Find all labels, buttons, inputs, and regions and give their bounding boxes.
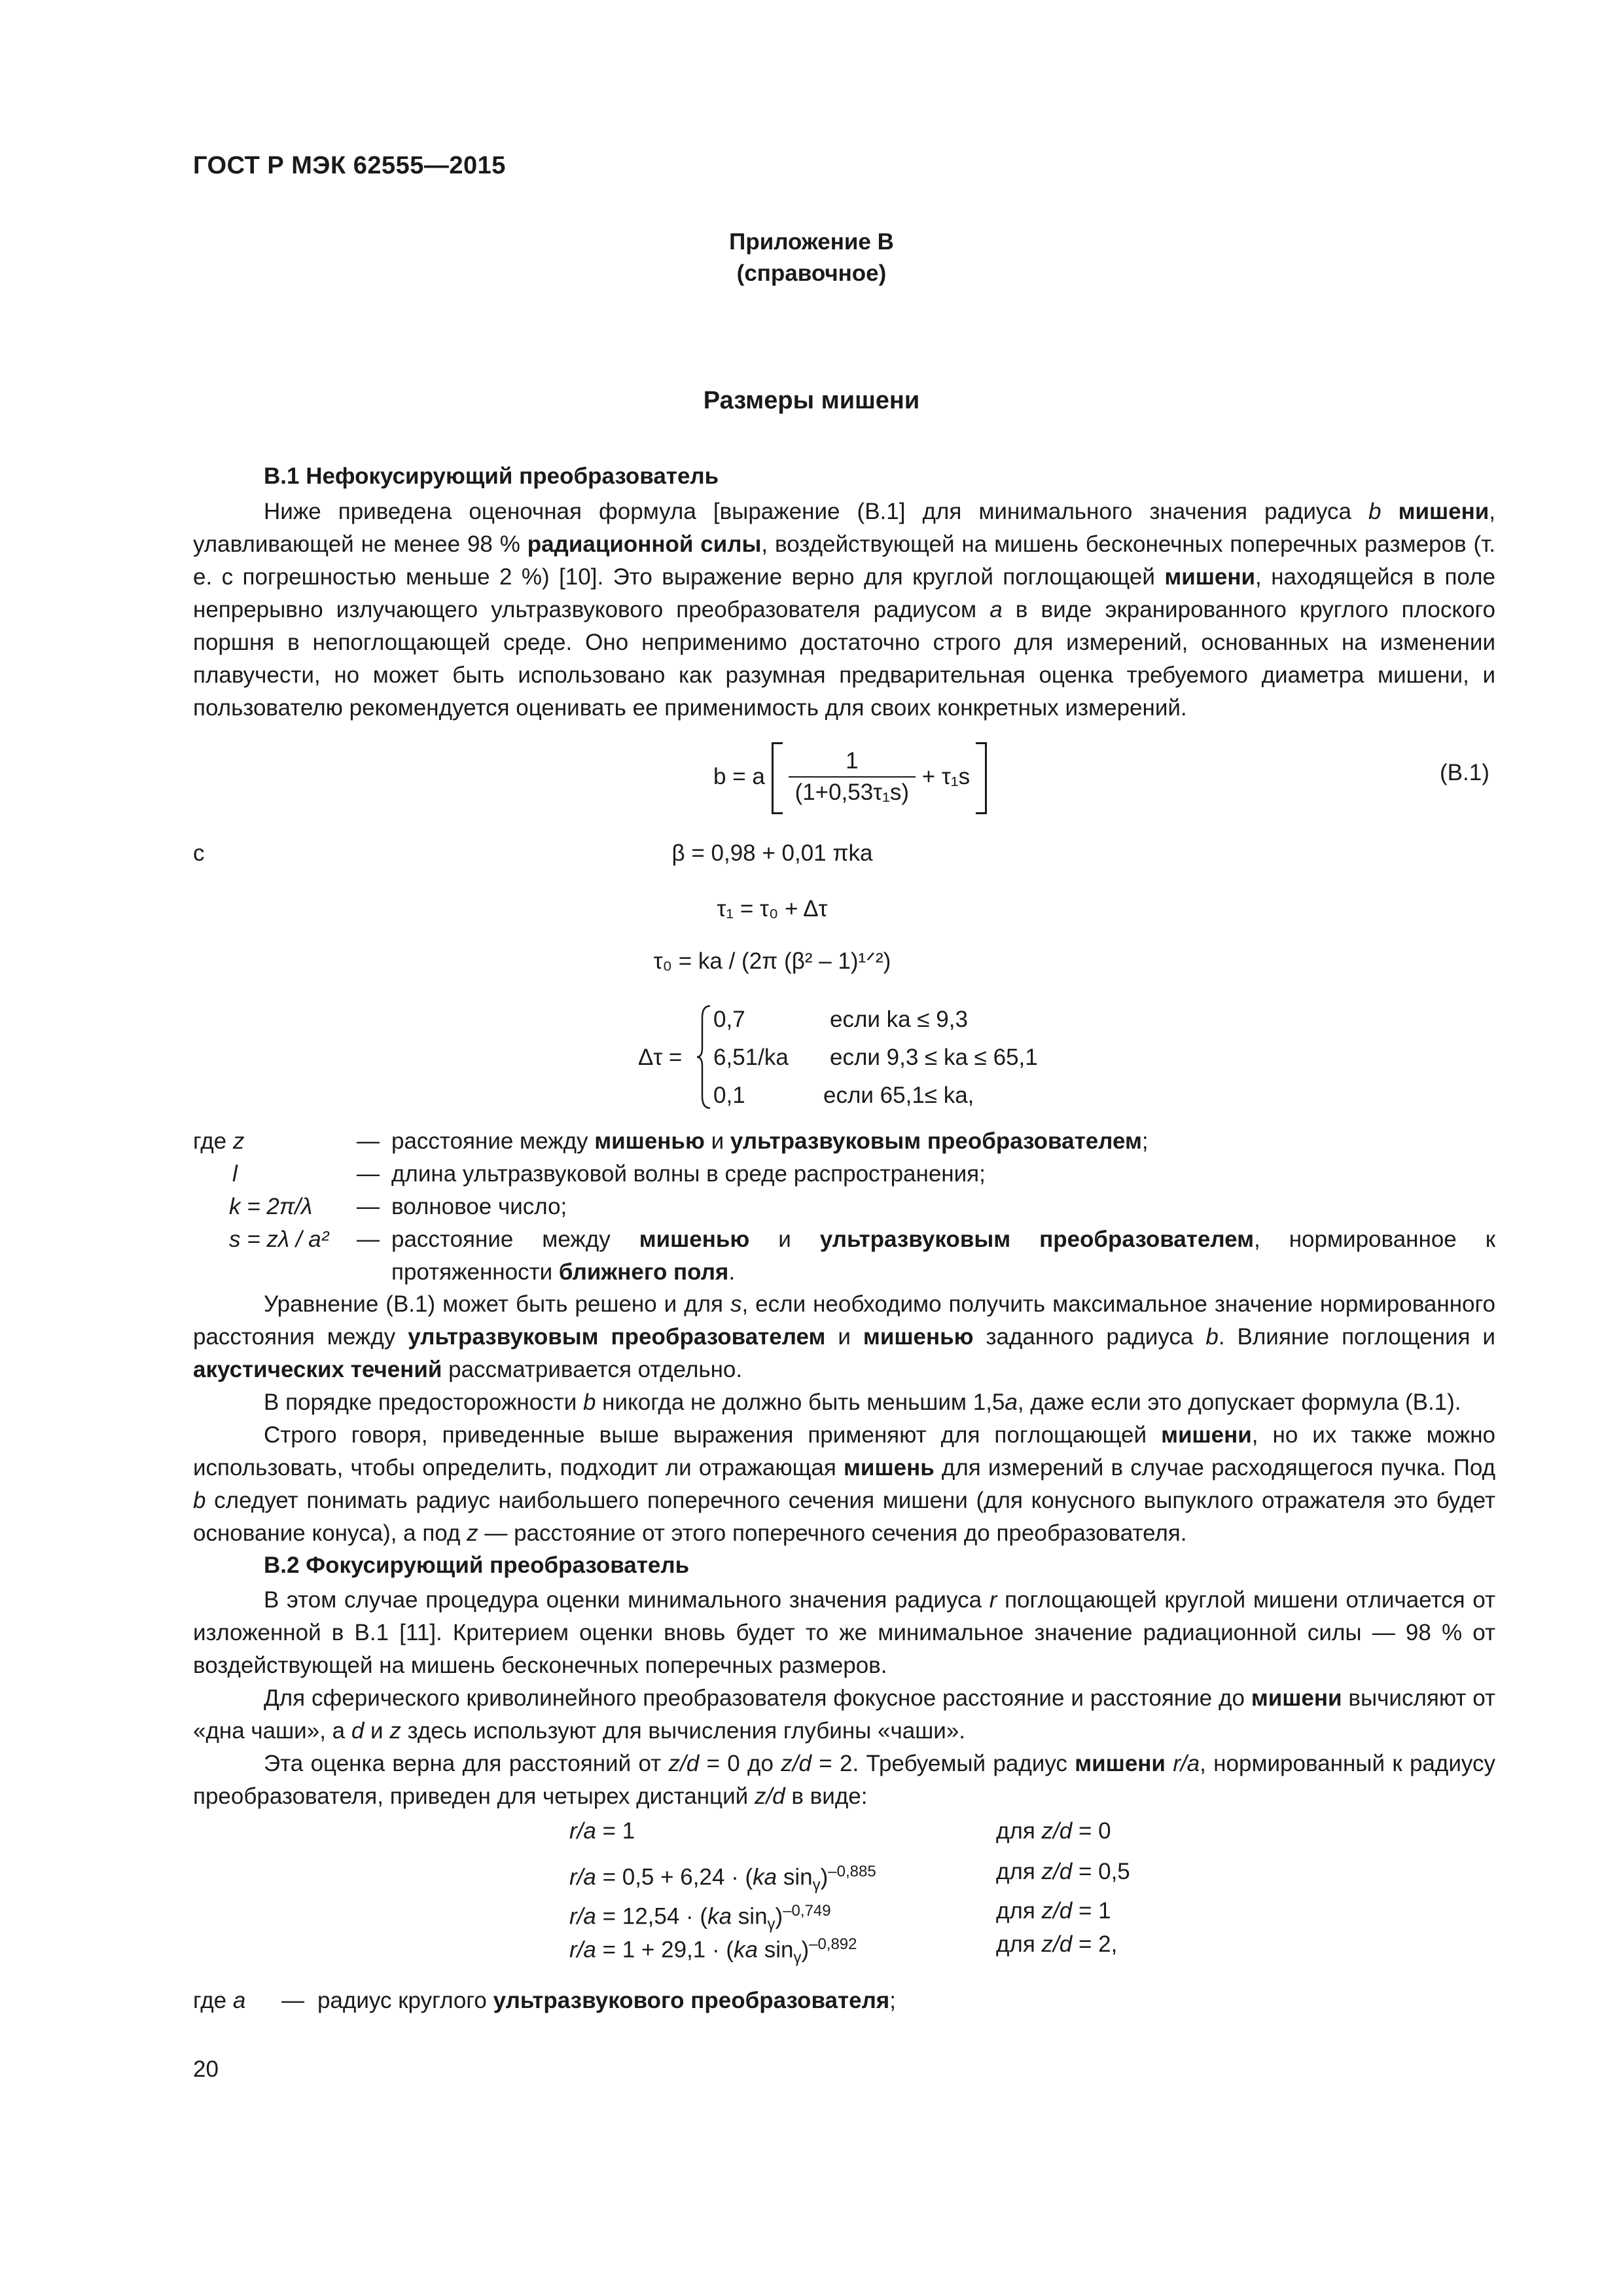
- definition-4-dash: —: [357, 1227, 380, 1252]
- with-word: с: [193, 840, 205, 866]
- dtau-case-3-cond: если 65,1≤ ka,: [823, 1083, 974, 1108]
- equation-tau1: τ₁ = τ₀ + Δτ: [717, 896, 828, 922]
- appendix-title: Приложение В: [729, 229, 894, 255]
- section1-paragraph-4: Строго говоря, приведенные выше выражения применяют для поглощающей мишени, но их также можно использовать, чтобы определить, подходит ли отражающая мишень для измерений в случае расходящегося пучка. Под b следует понимать радиус наибольшего поперечного сечения мишени (для конусного выпуклого отражателя это будет основание конуса), а под z — расстояние от этого поперечного сечения до преобразователя.: [193, 1422, 1495, 1546]
- definition-last-where: где a: [193, 1988, 246, 2013]
- formula-2: r/a = 0,5 + 6,24 · (ka $\sin_\gamma)^{-0,885}$: [569, 1863, 876, 1894]
- equation-tau0: τ₀ = ka / (2π (β² – 1)¹ᐟ²): [653, 948, 891, 974]
- dtau-case-2-cond: если 9,3 ≤ ka ≤ 65,1: [830, 1045, 1038, 1070]
- formula-1-condition: для z/d = 0: [996, 1818, 1111, 1844]
- equation-b1-label: (В.1): [1440, 760, 1489, 785]
- definition-1-text: расстояние между мишенью и ультразвуковым преобразователем;: [391, 1128, 1149, 1154]
- formula-4-condition: для z/d = 2,: [996, 1931, 1118, 1957]
- dtau-case-1-value: 0,7: [713, 1007, 745, 1032]
- curly-brace: [697, 1005, 711, 1109]
- formula-2-condition: для z/d = 0,5: [996, 1859, 1130, 1884]
- document-header: ГОСТ Р МЭК 62555—2015: [193, 152, 506, 179]
- definition-3-text: волновое число;: [391, 1194, 567, 1219]
- definition-where: где z: [193, 1128, 245, 1154]
- section2-heading: В.2 Фокусирующий преобразователь: [264, 1552, 690, 1578]
- section1-paragraph-1: Ниже приведена оценочная формула [выражение (В.1] для минимального значения радиуса b мишени, улавливающей не менее 98 % радиационной силы, воздействующей на мишень бесконечных поперечных размеров (т. е. с погрешностью меньше 2 %) [10]. Это выражение верно для круглой поглощающей мишени, находящейся в поле непрерывно излучающего ультразвукового преобразователя радиусом a в виде экранированного круглого плоского поршня в непоглощающей среде. Оно неприменимо достаточно строго для измерений, основанных на изменении плавучести, но может быть использовано как разумная предварительная оценка требуемого диаметра мишени, и пользователю рекомендуется оценивать ее применимость для своих конкретных измерений.: [193, 499, 1496, 721]
- equation-b1-numerator: 1: [789, 746, 916, 778]
- appendix-subtitle: (справочное): [736, 260, 887, 286]
- dtau-case-1-cond: если ka ≤ 9,3: [830, 1007, 968, 1032]
- definition-3-symbol: k = 2π/λ: [229, 1194, 313, 1219]
- definition-3-dash: —: [357, 1194, 380, 1219]
- equation-dtau-lhs: Δτ =: [638, 1045, 683, 1070]
- section2-paragraph-2: Для сферического криволинейного преобразователя фокусное расстояние и расстояние до мишени вычисляют от «дна чаши», а d и z здесь используют для вычисления глубины «чаши».: [193, 1685, 1495, 1744]
- formula-3-condition: для z/d = 1: [996, 1898, 1111, 1924]
- definition-4-text: расстояние между мишенью и ультразвуковым преобразователем, нормированное к протяженности ближнего поля.: [391, 1227, 1496, 1285]
- formula-4: r/a = 1 + 29,1 · (ka $\sin_\gamma)^{-0,892}$: [569, 1935, 857, 1967]
- main-title: Размеры мишени: [703, 387, 920, 414]
- section1-heading: В.1 Нефокусирующий преобразователь: [264, 463, 719, 489]
- section2-paragraph-3: Эта оценка верна для расстояний от z/d = 0 до z/d = 2. Требуемый радиус мишени r/a, нормированный к радиусу преобразователя, приведен для четырех дистанций z/d в виде:: [193, 1751, 1495, 1809]
- definition-2-dash: —: [357, 1161, 380, 1187]
- definition-1-dash: —: [357, 1128, 380, 1154]
- definition-2-symbol: l: [232, 1161, 238, 1187]
- definition-4-symbol: s = zλ / a²: [229, 1227, 329, 1252]
- equation-b1-fraction: [789, 746, 916, 808]
- section2-paragraph-1: В этом случае процедура оценки минимального значения радиуса r поглощающей круглой мишени отличается от изложенной в В.1 [11]. Критерием оценки вновь будет то же минимальное значение радиационной силы — 98 % от воздействующей на мишень бесконечных поперечных размеров.: [193, 1587, 1495, 1678]
- definition-last-dash: —: [281, 1988, 304, 2013]
- formula-3: r/a = 12,54 · (ka $\sin_\gamma)^{-0,749}$: [569, 1902, 831, 1933]
- formula-1: r/a = 1: [569, 1818, 635, 1844]
- equation-b1-bracket: [772, 746, 988, 808]
- page-number: 20: [193, 2056, 219, 2082]
- dtau-case-2-value: 6,51/ka: [713, 1045, 789, 1070]
- equation-b1: [713, 746, 987, 808]
- equation-b1-lhs: b = a: [713, 764, 765, 789]
- section1-paragraph-3: В порядке предосторожности b никогда не должно быть меньшим 1,5a, даже если это допускает формула (В.1).: [264, 1390, 1461, 1415]
- definition-last-text: радиус круглого ультразвукового преобразователя;: [317, 1988, 896, 2013]
- equation-b1-tail: + τ₁s: [921, 764, 971, 789]
- section1-paragraph-2: Уравнение (В.1) может быть решено и для s, если необходимо получить максимальное значение нормированного расстояния между ультразвуковым преобразователем и мишенью заданного радиуса b. Влияние поглощения и акустических течений рассматривается отдельно.: [193, 1291, 1495, 1382]
- dtau-case-3-value: 0,1: [713, 1083, 745, 1108]
- equation-b1-denominator: (1+0,53τ₁s): [794, 780, 910, 805]
- definition-2-text: длина ультразвуковой волны в среде распространения;: [391, 1161, 986, 1187]
- equation-beta: β = 0,98 + 0,01 πka: [671, 840, 873, 866]
